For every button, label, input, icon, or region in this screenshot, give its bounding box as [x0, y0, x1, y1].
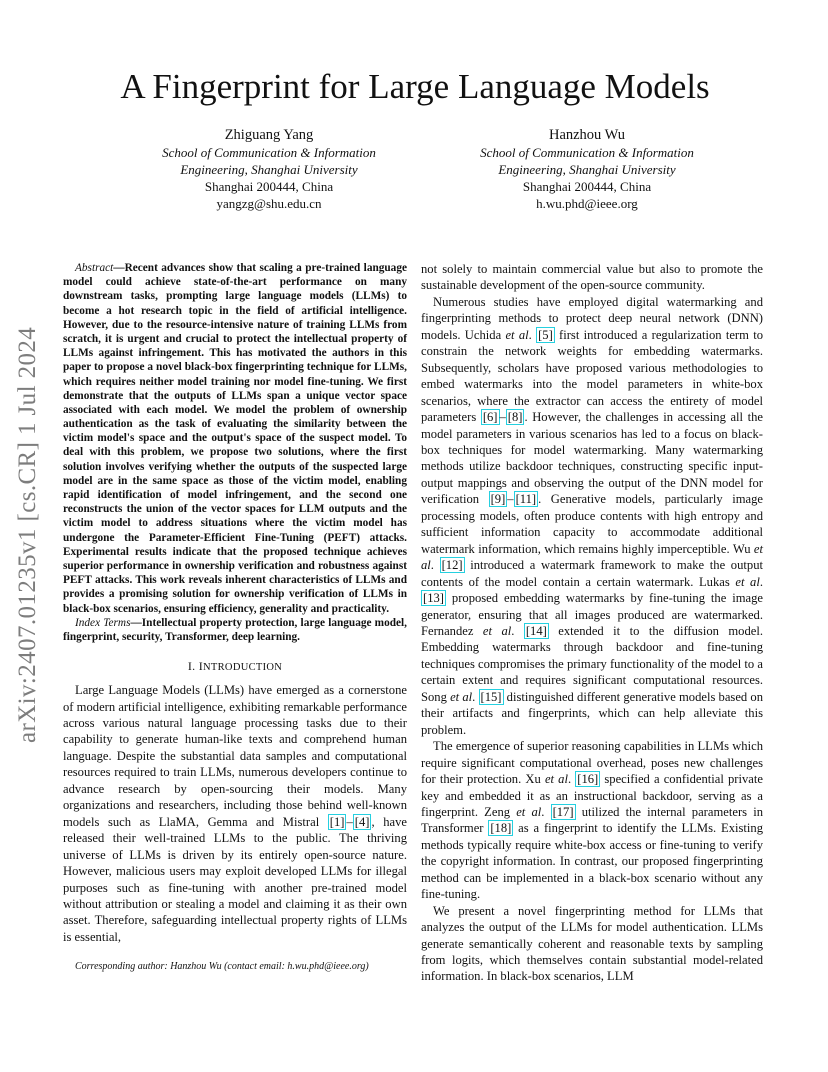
text-run: The emergence of superior reasoning capabilities in LLMs which require significant computational overhead, poses new challenges for their protection. Xu: [421, 739, 763, 787]
author-name: Hanzhou Wu: [548, 127, 626, 143]
index-terms-text: —Intellectual property protection, large language model, fingerprint, security, Transformer, deep learning.: [63, 616, 407, 643]
author-block-2: [432, 126, 742, 212]
et-al: et al: [516, 804, 542, 819]
citation-link[interactable]: [8]: [507, 410, 523, 425]
intro-paragraph-1: [63, 682, 407, 945]
text-run: .: [567, 772, 576, 787]
section-first-letter: I: [198, 659, 204, 674]
paper-title: A Fingerprint for Large Language Models: [120, 67, 710, 106]
et-al: et al: [544, 772, 568, 787]
text-run: .: [472, 689, 479, 704]
text-run: distinguished different generative models based on their artifacts and fingerprints, which can help alleviate this problem.: [421, 689, 764, 737]
text-run: as a fingerprint to identify the LLMs. Existing methods typically require white-box access or fine-tuning to verify the copyright information. In contrast, our proposed fingerprinting method can be implemented in a black-box scenario without any fine-tuning.: [421, 821, 763, 902]
continued-paragraph: not solely to maintain commercial value but also to promote the sustainable development of the open-source community.: [421, 262, 763, 293]
text-run: .: [511, 623, 524, 638]
text-run: introduced a watermark framework to make the output contents of the model contain a certain watermark. Lukas: [421, 558, 763, 589]
corresponding-author-footnote: Corresponding author: Hanzhou Wu (contact email: h.wu.phd@ieee.org): [75, 961, 369, 972]
author-name: Zhiguang Yang: [224, 127, 314, 143]
citation-link[interactable]: [15]: [480, 689, 502, 704]
citation-link[interactable]: [1]: [329, 814, 345, 829]
arxiv-identifier: arXiv:2407.01235v1 [cs.CR] 1 Jul 2024: [14, 326, 41, 744]
text-run: –: [507, 492, 514, 507]
section-numeral: I.: [187, 659, 199, 674]
et-al: et al: [505, 327, 529, 342]
author-affiliation-line2: Engineering, Shanghai University: [180, 162, 358, 177]
contribution-paragraph: We present a novel fingerprinting method for LLMs that analyzes the output of the LLMs for model authentication. LLMs generate semantically coherent and reasonable texts by sampling from logits, which themselves contain substantial model-related information. In black-box scenarios, LLM: [421, 903, 763, 984]
author-affiliation-line2: Engineering, Shanghai University: [498, 162, 676, 177]
citation-link[interactable]: [4]: [354, 814, 370, 829]
citation-link[interactable]: [11]: [515, 492, 537, 507]
text-run: Numerous studies have employed digital watermarking and fingerprinting methods to protect deep neural network (DNN) models. Uchida: [421, 294, 763, 342]
citation-link[interactable]: [6]: [482, 410, 498, 425]
citation-link[interactable]: [18]: [490, 821, 512, 836]
author-block-1: [114, 126, 424, 212]
text-run: , have released their well-trained LLMs to the public. The thriving universe of LLMs is driven by its entirely open-source nature. However, malicious users may exploit developed LLMs for illegal purposes such as fine-tuning with another pre-trained model without attribution or stealing a model and claiming it as their own asset. Therefore, safeguarding intellectual property rights of LLMs is essential,: [63, 814, 407, 944]
section-small-caps: NTRODUCTION: [203, 662, 283, 674]
author-email: yangzg@shu.edu.cn: [216, 196, 322, 211]
left-column: [63, 261, 407, 945]
text-run: .: [759, 574, 763, 589]
citation-link[interactable]: [5]: [538, 327, 553, 342]
text-run: Large Language Models (LLMs) have emerged as a cornerstone of modern artificial intelligence, exhibiting remarkable performance across various natural language processing tasks due to their capability to generate human-like texts and comprehend human language. Despite the substantial data samples and computational resources required to train LLMs, numerous developers continue to advance research by open-sourcing their models. Many organizations and researchers, including those behind well-known models such as LlaMA, Gemma and Mistral: [63, 683, 407, 829]
author-city: Shanghai 200444, China: [204, 179, 334, 194]
author-affiliation-line1: School of Communication & Information: [162, 145, 376, 160]
text-run: .: [430, 558, 440, 573]
related-work-paragraph-2: [421, 738, 763, 903]
text-run: utilized the internal parameters in Transformer: [421, 804, 763, 836]
author-affiliation-line1: School of Communication & Information: [480, 145, 694, 160]
text-run: specified a confidential private key and embedded it as an instructional backdoor, serving as a fingerprint. Zeng: [421, 772, 763, 819]
right-column: [421, 261, 763, 985]
text-run: first introduced a regularization term to constrain the network weights for embedding watermarks. Subsequently, scholars have proposed various methodologies to embed watermarks into the model parameters in white-box scenarios, where the extractor can access the entirety of model parameters: [421, 327, 763, 425]
citation-link[interactable]: [17]: [552, 804, 574, 819]
text-run: .: [528, 327, 537, 342]
index-terms-label: Index Terms: [75, 616, 131, 629]
et-al: et al: [421, 541, 763, 573]
citation-link[interactable]: [13]: [423, 591, 444, 606]
abstract-label: Abstract: [75, 262, 114, 274]
text-run: .: [541, 804, 551, 819]
text-run: –: [346, 814, 353, 829]
text-run: –: [499, 410, 506, 425]
text-run: extended it to the diffusion model. Embedding watermarks through backdoor and fine-tuning techniques compromises the primary functionality of the model to a certain extent and requires significant computational resources. Song: [421, 623, 763, 704]
text-run: . Generative models, particularly image processing models, often produce contents with high entropy and sufficient information capacity to accommodate additional watermark information, which remains highly imperceptible. Wu: [421, 492, 763, 556]
text-run: proposed embedding watermarks by fine-tuning the image generator, ensuring that all images produced are watermarked. Fernandez: [421, 591, 763, 638]
citation-link[interactable]: [14]: [525, 623, 547, 638]
citation-link[interactable]: [12]: [441, 558, 463, 573]
et-al: et al: [482, 623, 512, 638]
index-terms: [63, 616, 407, 644]
abstract-text: —Recent advances show that scaling a pre-trained language model could achieve state-of-the-art performance on many downstream tasks, prompting large language models (LLMs) to become a hot research topic in the field of artificial intelligence. However, due to the resource-intensive nature of training LLMs from scratch, it is urgent and crucial to protect the intellectual property of LLMs against infringement. This has motivated the authors in this paper to propose a novel black-box fingerprinting technique for LLMs, which requires neither model training nor model fine-tuning. We first demonstrate that the outputs of LLMs span a unique vector space associated with each model. We model the problem of ownership authentication as the task of evaluating the similarity between the victim model's space and the output's space of the suspect model. To deal with this problem, we propose two solutions, where the first solution involves verifying whether the outputs of the suspected large model are in the same space as those of the victim model, enabling rapid identification of model infringement, and the second one reconstructs the union of the vector spaces for LLM outputs and the victim model to address situations where the victim model has undergone the Parameter-Efficient Fine-Tuning (PEFT) attacks. Experimental results indicate that the proposed technique achieves superior performance in ownership verification and robustness against PEFT attacks. This work reveals inherent characteristics of LLMs and provides a promising solution for ownership verification of LLMs in black-box scenarios, ensuring efficiency, generality and practicality.: [63, 262, 407, 615]
citation-link[interactable]: [16]: [577, 772, 599, 787]
et-al: et al: [735, 574, 760, 589]
author-city: Shanghai 200444, China: [522, 179, 652, 194]
abstract: [63, 261, 407, 616]
et-al: et al: [450, 689, 473, 704]
related-work-paragraph-1: [421, 294, 763, 738]
citation-link[interactable]: [9]: [490, 492, 506, 507]
section-heading-introduction: [63, 658, 407, 676]
text-run: . However, the challenges in accessing all the model parameters in various scenarios has led to a focus on black-box techniques for model watermarking. Many watermarking methods utilize backdoor techniques, constructing specific input-output mappings and observing the output of the DNN model for verification: [421, 410, 763, 507]
author-email: h.wu.phd@ieee.org: [536, 196, 638, 211]
